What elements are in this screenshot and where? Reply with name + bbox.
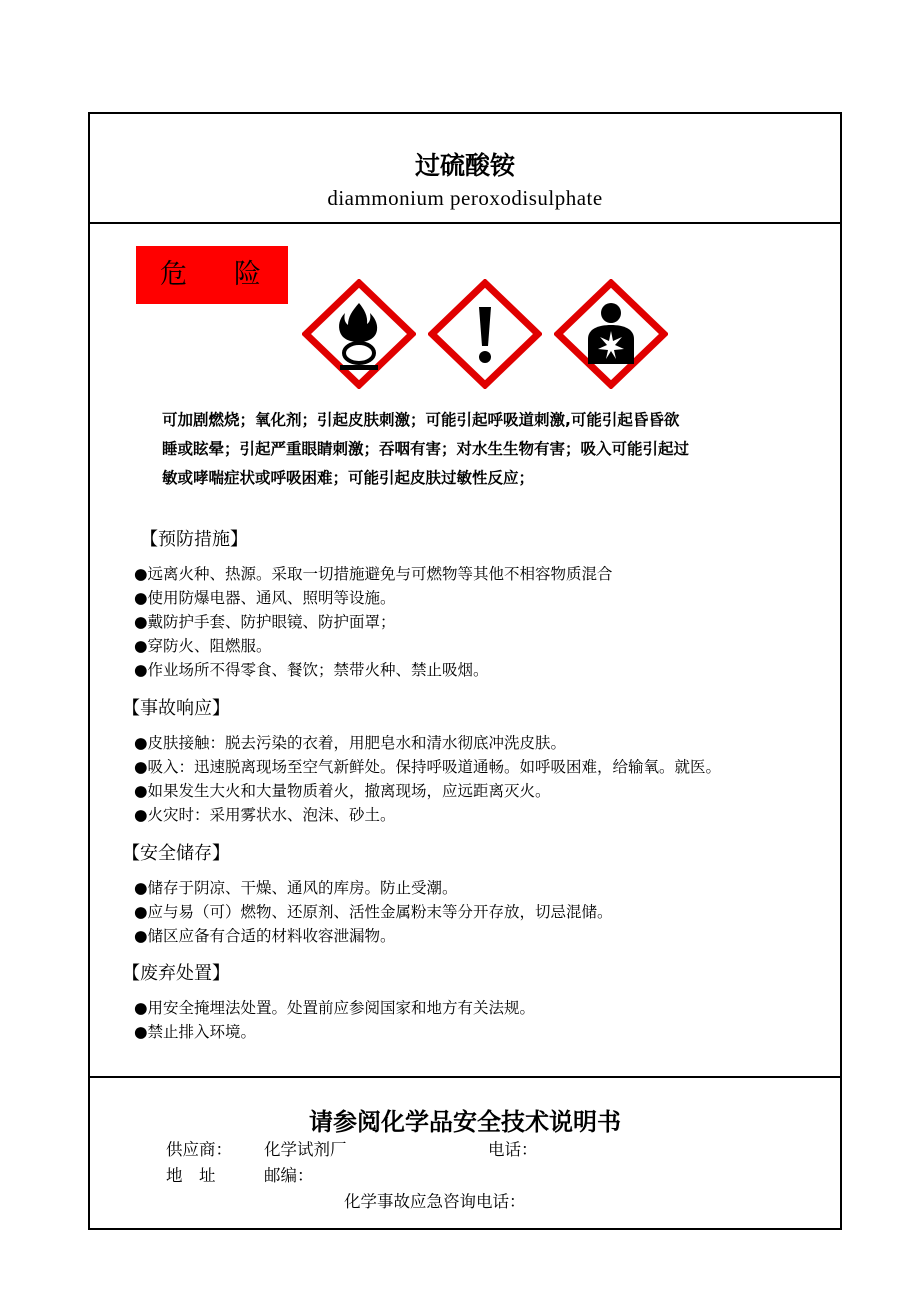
prevention-item: ●使用防爆电器、通风、照明等设施。 xyxy=(134,589,396,607)
storage-item: ●储区应备有合适的材料收容泄漏物。 xyxy=(134,927,396,945)
label-footer xyxy=(90,1076,840,1230)
hazard-line: 敏或哮喘症状或呼吸困难；可能引起皮肤过敏性反应； xyxy=(162,469,535,487)
flame-over-circle-icon xyxy=(302,279,416,389)
disposal-item: ●禁止排入环境。 xyxy=(134,1023,257,1041)
chemical-name-cn: 过硫酸铵 xyxy=(414,151,515,180)
response-item: ●吸入：迅速脱离现场至空气新鲜处。保持呼吸道通畅。如呼吸困难，给输氧。就医。 xyxy=(134,758,722,776)
phone-label: 电话： xyxy=(488,1140,538,1159)
emergency-phone-label: 化学事故应急咨询电话： xyxy=(344,1192,526,1211)
chemical-name-en: diammonium peroxodisulphate xyxy=(327,186,603,210)
prevention-item: ●作业场所不得零食、餐饮；禁带火种、禁止吸烟。 xyxy=(134,661,489,679)
storage-item: ●储存于阴凉、干燥、通风的库房。防止受潮。 xyxy=(134,879,458,897)
label-header xyxy=(90,114,840,224)
response-item: ●如果发生大火和大量物质着火，撤离现场，应远距离灭火。 xyxy=(134,782,551,800)
health-hazard-icon xyxy=(554,279,668,389)
prevention-item: ●穿防火、阻燃服。 xyxy=(134,637,272,655)
exclamation-mark-icon xyxy=(428,279,542,389)
postcode-label: 邮编： xyxy=(264,1166,314,1185)
address-label: 地 址 xyxy=(166,1166,216,1185)
chemical-label xyxy=(88,112,842,1230)
response-item: ●火灾时：采用雾状水、泡沫、砂土。 xyxy=(134,806,396,824)
response-item: ●皮肤接触：脱去污染的衣着，用肥皂水和清水彻底冲洗皮肤。 xyxy=(134,734,567,752)
sds-reference-title: 请参阅化学品安全技术说明书 xyxy=(309,1108,621,1136)
supplier-label: 供应商： xyxy=(166,1140,232,1159)
section-title-disposal: 【废弃处置】 xyxy=(122,963,230,984)
disposal-item: ●用安全掩埋法处置。处置前应参阅国家和地方有关法规。 xyxy=(134,999,536,1017)
prevention-item: ●戴防护手套、防护眼镜、防护面罩； xyxy=(134,613,396,631)
hazard-statements xyxy=(162,406,812,493)
storage-item: ●应与易（可）燃物、还原剂、活性金属粉末等分开存放，切忌混储。 xyxy=(134,903,613,921)
section-title-response: 【事故响应】 xyxy=(122,698,230,719)
section-title-prevention: 【预防措施】 xyxy=(140,529,248,550)
hazard-line: 可加剧燃烧；氧化剂；引起皮肤刺激；可能引起呼吸道刺激,可能引起昏昏欲 xyxy=(162,411,680,429)
supplier-value: 化学试剂厂 xyxy=(264,1140,347,1159)
signal-word-char-1: 危 xyxy=(160,259,187,290)
signal-word-box xyxy=(136,246,288,304)
hazard-line: 睡或眩晕；引起严重眼睛刺激；吞咽有害；对水生生物有害；吸入可能引起过 xyxy=(162,440,690,458)
section-title-storage: 【安全储存】 xyxy=(122,843,230,864)
signal-word-char-2: 险 xyxy=(234,259,261,290)
prevention-item: ●远离火种、热源。采取一切措施避免与可燃物等其他不相容物质混合 xyxy=(134,565,613,583)
